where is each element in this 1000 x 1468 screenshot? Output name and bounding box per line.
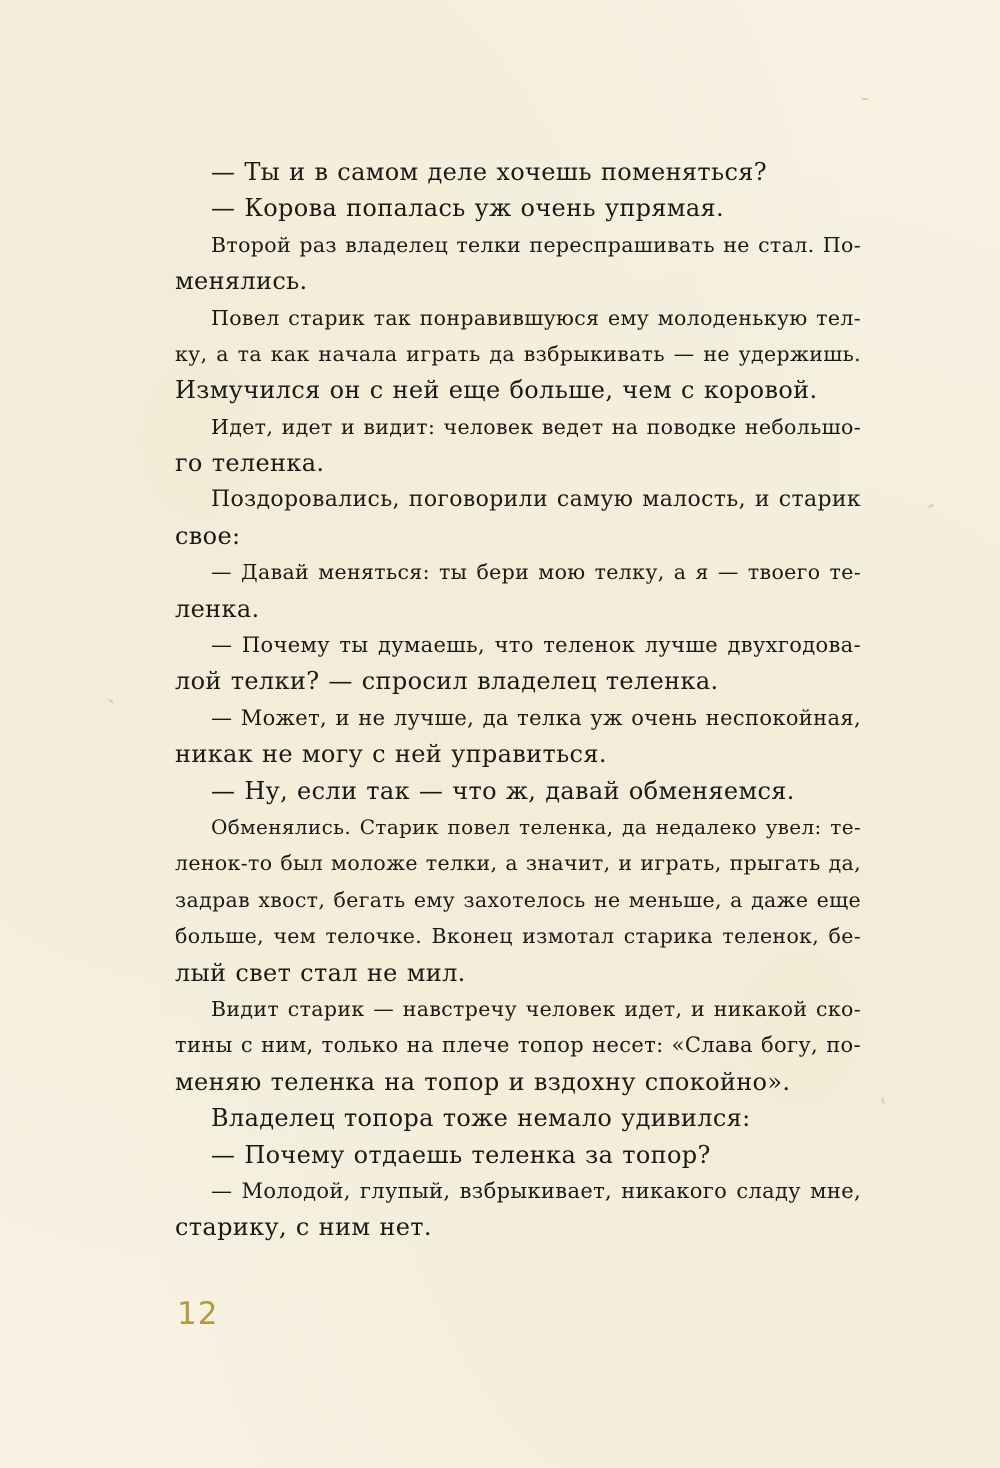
text-line: Поздоровались, поговорили самую малость, и старик <box>211 486 861 512</box>
text-line: Обменялись. Старик повел теленка, да недалеко увел: те- <box>211 815 861 840</box>
text-line: Владелец топора тоже немало удивился: <box>211 1104 751 1133</box>
text-line: — Корова попалась уж очень упрямая. <box>211 194 725 223</box>
text-line: меняю теленка на топор и вздохну спокойно». <box>175 1067 791 1096</box>
text-line: Измучился он с ней еще больше, чем с коровой. <box>175 376 818 405</box>
text-line: никак не могу с ней управиться. <box>175 740 607 769</box>
paper-speck <box>928 504 934 509</box>
text-line: ленка. <box>175 594 260 623</box>
text-line: Видит старик — навстречу человек идет, и никакой ско- <box>211 996 861 1021</box>
paper-speck <box>862 98 868 100</box>
text-line: — Ну, если так — что ж, давай обменяемся. <box>211 776 795 805</box>
paper-speck <box>881 1098 885 1104</box>
text-line: ленок-то был моложе телки, а значит, и играть, прыгать да, <box>175 851 861 876</box>
paper-speck <box>108 698 114 703</box>
text-line: лой телки? — спросил владелец теленка. <box>175 667 719 696</box>
text-line: задрав хвост, бегать ему захотелось не меньше, а даже еще <box>175 887 861 912</box>
text-line: ку, а та как начала играть да взбрыкивать — не удержишь. <box>175 341 861 366</box>
text-line: менялись. <box>175 267 308 296</box>
text-line: Повел старик так понравившуюся ему молоденькую тел- <box>211 305 861 330</box>
text-line: больше, чем телочке. Вконец измотал старика теленок, бе- <box>175 924 861 949</box>
text-line: — Почему ты думаешь, что теленок лучше двухгодова- <box>211 633 861 658</box>
text-line: — Ты и в самом деле хочешь поменяться? <box>211 158 767 186</box>
text-line: — Может, и не лучше, да телка уж очень неспокойная, <box>211 705 861 730</box>
story-text <box>175 154 861 1246</box>
text-line: лый свет стал не мил. <box>175 958 466 987</box>
text-line: Второй раз владелец телки переспрашивать не стал. По- <box>211 232 861 257</box>
text-line: го теленка. <box>175 449 325 478</box>
text-line: — Давай меняться: ты бери мою телку, а я — твоего те- <box>211 560 861 585</box>
text-line: Идет, идет и видит: человек ведет на поводке небольшо- <box>211 414 861 439</box>
page-number: 12 <box>177 1296 219 1332</box>
text-line: тины с ним, только на плече топор несет: «Слава богу, по- <box>175 1033 861 1058</box>
text-line: — Молодой, глупый, взбрыкивает, никакого сладу мне, <box>211 1178 861 1203</box>
text-line: — Почему отдаешь теленка за топор? <box>211 1140 711 1169</box>
text-line: свое: <box>175 521 241 550</box>
text-line: старику, с ним нет. <box>175 1213 432 1242</box>
